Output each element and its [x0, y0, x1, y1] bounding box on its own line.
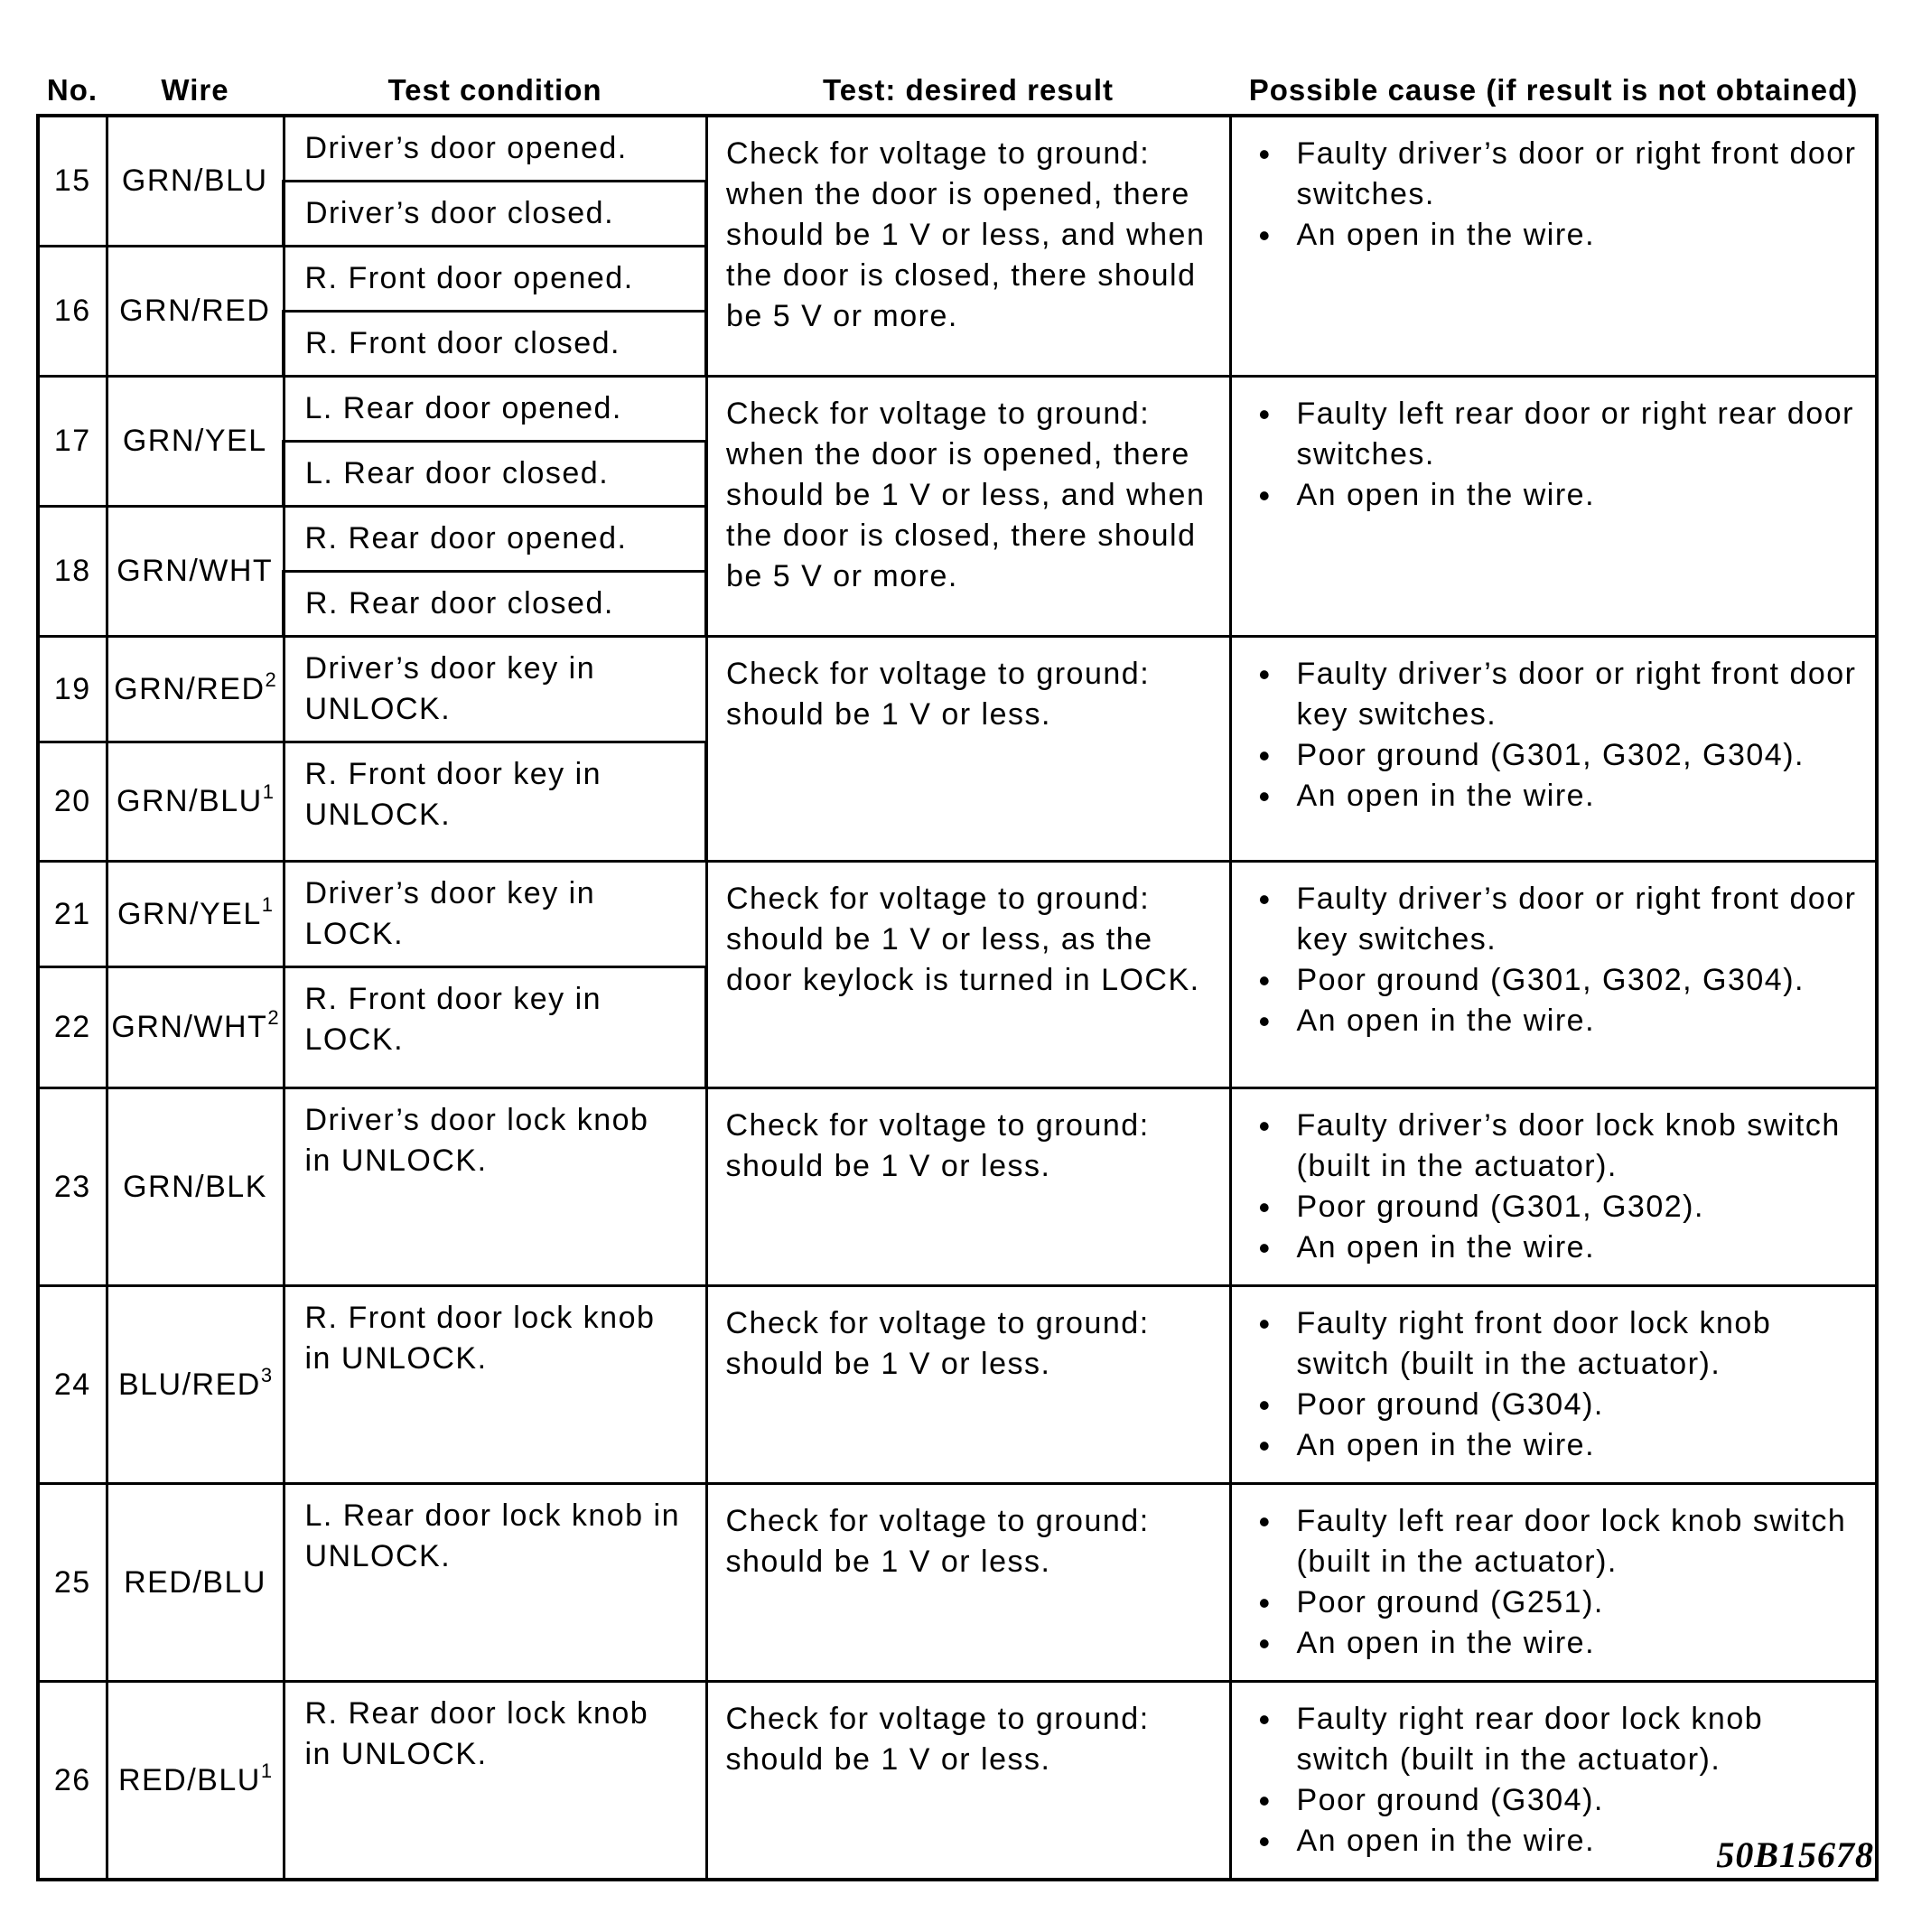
cause-item: • An open in the wire.	[1297, 1821, 1858, 1862]
wire-footnote: 2	[265, 667, 276, 691]
possible-cause	[1230, 637, 1877, 862]
wire-color-text: BLU/RED	[117, 1367, 261, 1402]
cause-item: • An open in the wire.	[1297, 475, 1858, 516]
terminal-number: 22	[38, 967, 107, 1088]
test-condition: Driver’s door lock knob in UNLOCK.	[284, 1088, 706, 1286]
possible-cause	[1230, 377, 1877, 637]
table-row	[38, 1088, 1877, 1286]
desired-result: Check for voltage to ground: should be 1 V or less.	[706, 637, 1230, 862]
cause-list	[1250, 654, 1858, 817]
cause-item: • Faulty right front door lock knob switch (built in the actuator).	[1297, 1303, 1858, 1385]
header-wire: Wire	[107, 54, 284, 116]
wire-footnote: 1	[262, 780, 274, 803]
wire-color-text: GRN/WHT	[117, 554, 274, 588]
test-condition: R. Front door key in LOCK.	[284, 967, 706, 1088]
cause-item: • Poor ground (G304).	[1297, 1385, 1858, 1425]
cause-item: • An open in the wire.	[1297, 1623, 1858, 1664]
wire-color	[107, 967, 284, 1088]
cause-item: • Poor ground (G301, G302, G304).	[1297, 960, 1858, 1001]
wire-color-text: GRN/YEL	[122, 424, 267, 458]
wire-color	[107, 742, 284, 862]
possible-cause	[1230, 1286, 1877, 1484]
header-row	[38, 54, 1877, 116]
cause-item: • An open in the wire.	[1297, 1001, 1858, 1041]
test-condition: L. Rear door lock knob in UNLOCK.	[284, 1484, 706, 1682]
cause-item: • Faulty driver’s door or right front door switches.	[1297, 134, 1858, 215]
wire-color-text: GRN/YEL	[117, 896, 262, 931]
desired-result: Check for voltage to ground: when the door is opened, there should be 1 V or less, and when the door is closed, there should be 5 V or more.	[706, 377, 1230, 637]
wire-color	[107, 247, 284, 377]
cause-item: • Poor ground (G301, G302).	[1297, 1187, 1858, 1227]
cause-list	[1250, 1501, 1858, 1664]
terminal-number: 16	[38, 247, 107, 377]
wire-color-text: GRN/WHT	[111, 1010, 268, 1044]
cause-item: • An open in the wire.	[1297, 215, 1858, 256]
header-desired-result: Test: desired result	[706, 54, 1230, 116]
cause-item: • Faulty driver’s door or right front door key switches.	[1297, 654, 1858, 735]
test-condition: R. Front door opened.	[284, 247, 706, 312]
desired-result: Check for voltage to ground: when the door is opened, there should be 1 V or less, and when the door is closed, there should be 5 V or more.	[706, 116, 1230, 377]
test-condition: L. Rear door closed.	[284, 442, 706, 507]
cause-item: • Poor ground (G251).	[1297, 1582, 1858, 1623]
terminal-number: 20	[38, 742, 107, 862]
possible-cause	[1230, 1088, 1877, 1286]
possible-cause	[1230, 116, 1877, 377]
test-condition: R. Front door key in UNLOCK.	[284, 742, 706, 862]
wire-test-table	[36, 54, 1879, 1881]
cause-item: • Faulty left rear door or right rear door switches.	[1297, 394, 1858, 475]
test-condition: R. Front door lock knob in UNLOCK.	[284, 1286, 706, 1484]
cause-item: • Faulty driver’s door lock knob switch (built in the actuator).	[1297, 1106, 1858, 1187]
test-condition: Driver’s door key in LOCK.	[284, 862, 706, 967]
cause-item: • An open in the wire.	[1297, 1227, 1858, 1268]
desired-result: Check for voltage to ground: should be 1 V or less.	[706, 1286, 1230, 1484]
test-condition: Driver’s door closed.	[284, 182, 706, 247]
table-row	[38, 862, 1877, 967]
header-possible-cause: Possible cause (if result is not obtained)	[1230, 54, 1877, 116]
terminal-number: 24	[38, 1286, 107, 1484]
test-condition: R. Rear door closed.	[284, 572, 706, 637]
table-row	[38, 1286, 1877, 1484]
desired-result: Check for voltage to ground: should be 1 V or less.	[706, 1484, 1230, 1682]
terminal-number: 26	[38, 1682, 107, 1881]
wire-color	[107, 116, 284, 247]
test-condition: L. Rear door opened.	[284, 377, 706, 442]
wire-footnote: 1	[261, 892, 273, 916]
wire-color-text: GRN/RED	[119, 294, 271, 328]
cause-list	[1250, 1303, 1858, 1466]
wire-color	[107, 637, 284, 742]
wire-color-text: GRN/BLU	[117, 784, 263, 818]
cause-list	[1250, 134, 1858, 256]
terminal-number: 18	[38, 507, 107, 637]
desired-result: Check for voltage to ground: should be 1 V or less.	[706, 1088, 1230, 1286]
cause-item: • Faulty right rear door lock knob switch (built in the actuator).	[1297, 1699, 1858, 1780]
desired-result: Check for voltage to ground: should be 1 V or less.	[706, 1682, 1230, 1881]
wire-color	[107, 862, 284, 967]
cause-list	[1250, 879, 1858, 1041]
wire-color	[107, 507, 284, 637]
wire-color-text: RED/BLU	[124, 1564, 266, 1600]
terminal-number: 19	[38, 637, 107, 742]
wire-color-text: GRN/RED	[114, 671, 266, 706]
cause-item: • Faulty left rear door lock knob switch (built in the actuator).	[1297, 1501, 1858, 1582]
wire-color	[107, 1286, 284, 1484]
cause-list	[1250, 394, 1858, 516]
wire-color-text: GRN/BLU	[121, 163, 268, 198]
table-row	[38, 116, 1877, 182]
cause-list	[1250, 1106, 1858, 1268]
wire-color-text: RED/BLU	[117, 1762, 261, 1797]
test-condition: Driver’s door opened.	[284, 116, 706, 182]
table-row	[38, 637, 1877, 742]
wire-color	[107, 1484, 284, 1682]
cause-item: • Poor ground (G304).	[1297, 1780, 1858, 1821]
wire-footnote: 3	[260, 1363, 273, 1386]
possible-cause	[1230, 862, 1877, 1088]
table-row	[38, 377, 1877, 442]
table-row	[38, 1484, 1877, 1682]
test-condition: R. Rear door opened.	[284, 507, 706, 572]
terminal-number: 25	[38, 1484, 107, 1682]
wire-color	[107, 377, 284, 507]
terminal-number: 15	[38, 116, 107, 247]
test-condition: R. Front door closed.	[284, 312, 706, 377]
test-condition: Driver’s door key in UNLOCK.	[284, 637, 706, 742]
wire-footnote: 2	[267, 1006, 279, 1029]
cause-item: • Poor ground (G301, G302, G304).	[1297, 735, 1858, 776]
cause-item: • An open in the wire.	[1297, 1425, 1858, 1466]
wire-color	[107, 1682, 284, 1881]
figure-code: 50B15678	[1716, 1834, 1874, 1875]
test-condition: R. Rear door lock knob in UNLOCK.	[284, 1682, 706, 1881]
wire-color-text: GRN/BLK	[123, 1169, 267, 1204]
desired-result: Check for voltage to ground: should be 1 V or less, as the door keylock is turned in LOCK.	[706, 862, 1230, 1088]
possible-cause	[1230, 1484, 1877, 1682]
cause-item: • Faulty driver’s door or right front door key switches.	[1297, 879, 1858, 960]
wire-color	[107, 1088, 284, 1286]
header-test-condition: Test condition	[284, 54, 706, 116]
header-no: No.	[38, 54, 107, 116]
terminal-number: 17	[38, 377, 107, 507]
terminal-number: 23	[38, 1088, 107, 1286]
terminal-number: 21	[38, 862, 107, 967]
table-row	[38, 1682, 1877, 1881]
cause-item: • An open in the wire.	[1297, 776, 1858, 817]
wire-footnote: 1	[260, 1759, 273, 1782]
